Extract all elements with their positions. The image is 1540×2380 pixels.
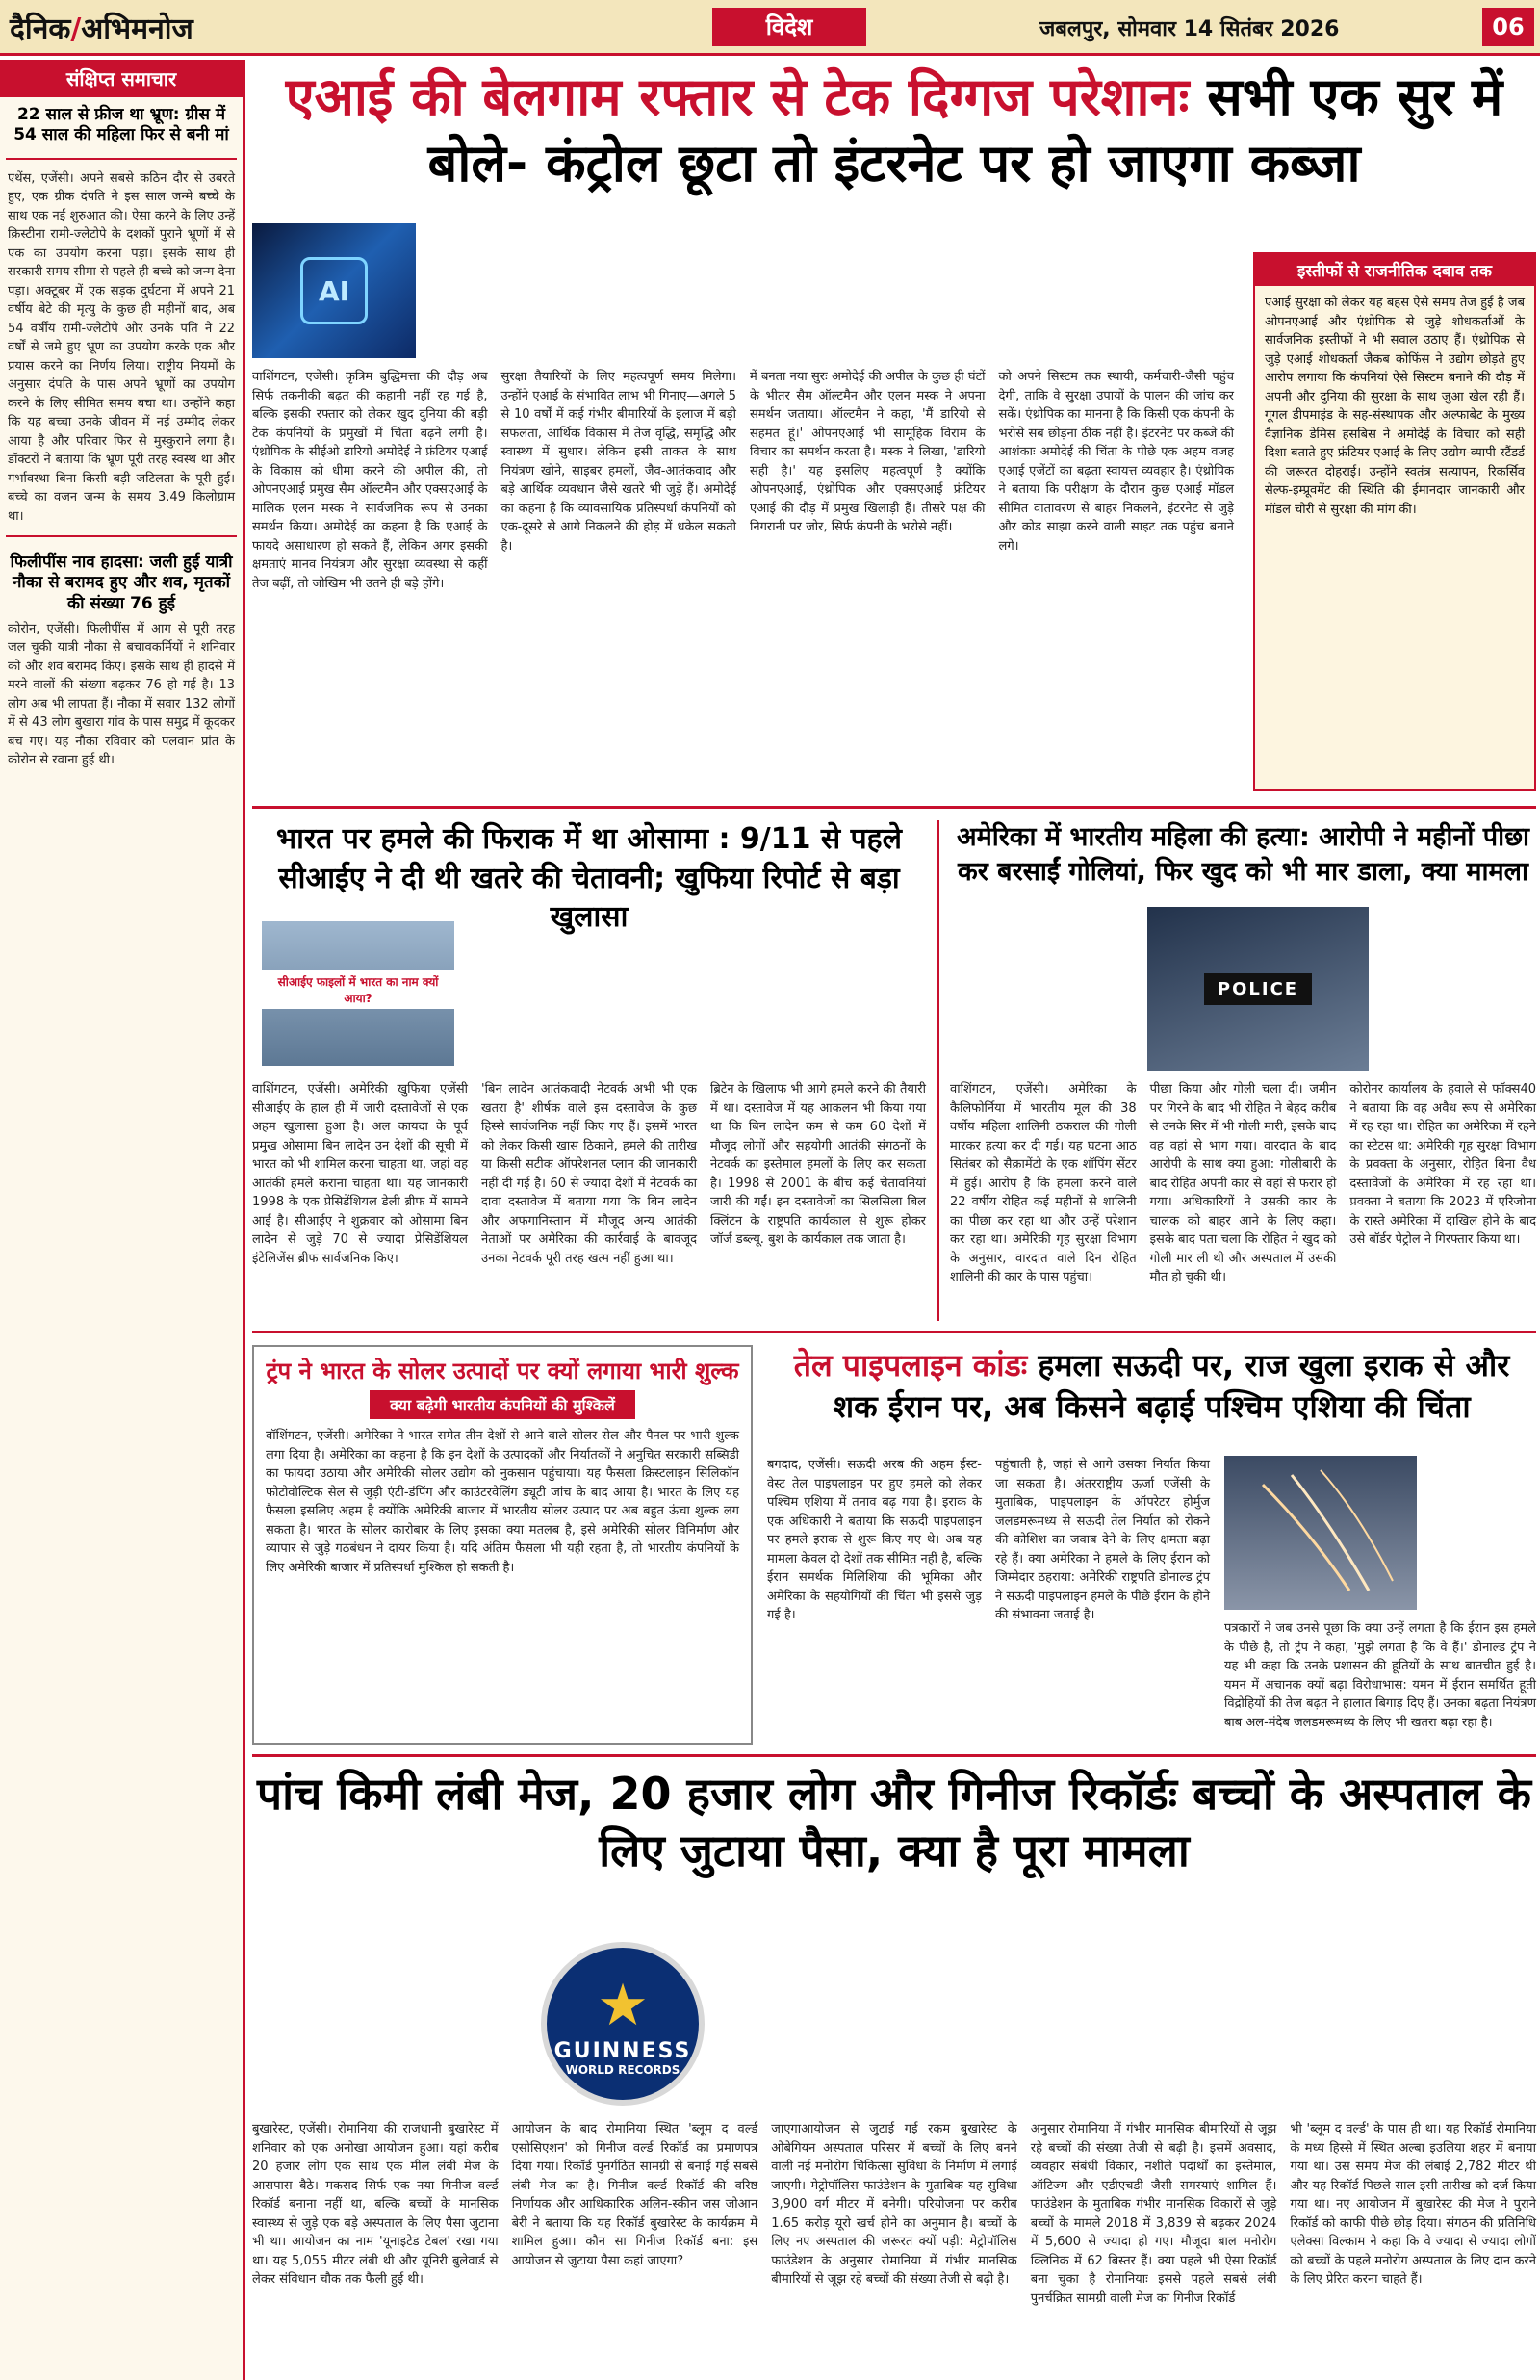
brief-headline-philippines: फिलीपींस नाव हादसा: जली हुई यात्री नौका से बरामद हुए और शव, मृतकों की संख्या 76 हुई [10,553,233,613]
guinness-logo-line2: WORLD RECORDS [565,2062,680,2077]
ai-col-4: को अपने सिस्टम तक स्थायी, कर्मचारी-जैसी पहुंच देगी, ताकि वे सुरक्षा उपायों के पालन की जांच कर सकें। एंथ्रोपिक का मानना है कि किसी एक कंपनी के भरोसे सब छोड़ना ठीक नहीं है। इंटरनेट पर कब्जे की आशंकाः अमोदेई की चिंता के पीछे एक अहम वजह एआई एजेंटों का बढ़ता स्वायत्त व्यवहार है। एंथ्रोपिक ने बताया कि परीक्षण के दौरान कुछ एआई मॉडल सीमित वातावरण से बाहर निकलने, इंटरनेट से जुड़े और कोड साझा करने वाली साइट तक पहुंच बनाने लगे। [998,370,1234,554]
osama-headline: भारत पर हमले की फिराक में था ओसामा : 9/11 से पहले सीआईए ने दी थी खतरे की चेतावनी; खुफिया रिपोर्ट से बड़ा खुलासा [276,822,902,934]
guinness-col-1: बुखारेस्ट, एजेंसी। रोमानिया की राजधानी बुखारेस्ट में शनिवार को एक अनोखा आयोजन हुआ। यहां करीब 20 हजार लोग एक साथ एक मील लंबी मेज के आसपास बैठे। मकसद सिर्फ एक नया गिनीज वर्ल्ड रिकॉर्ड बनाना नहीं था, बल्कि बच्चों के मानसिक स्वास्थ्य से जुड़े एक बड़े अस्पताल के लिए पैसा जुटाना भी था। आयोजन का नाम 'यूनाइटेड टेबल' रखा गया था। यह 5,055 मीटर लंबी थी और यूनिरी बुलेवार्ड से लेकर संविधान चौक तक फैली हुई थी। [252,2122,499,2287]
ai-col-2: सुरक्षा तैयारियों के लिए महत्वपूर्ण समय मिलेगा। उन्होंने एआई के संभावित लाभ भी गिनाए—अगले 5 से 10 वर्षों में कई गंभीर बीमारियों के इलाज में बड़ी सफलता, आर्थिक विकास में तेज वृद्धि, समृद्धि और स्वास्थ्य में सुधार। लेकिन इसी ताकत के साथ नियंत्रण खोने, साइबर हमलों, जैव-आतंकवाद और बड़े आर्थिक व्यवधान जैसे खतरे भी जुड़े हैं। अमोदेई का कहना है कि व्यावसायिक प्रतिस्पर्धा कंपनियों को एक-दूसरे से आगे निकलने की होड़ में धकेल सकती है। [500,370,736,554]
pipeline-col-2: पहुंचाती है, जहां से आगे उसका निर्यात किया जा सकता है। अंतरराष्ट्रीय ऊर्जा एजेंसी के मुताबिक, पाइपलाइन के ऑपरेटर होर्मुज जलडमरूमध्य से सऊदी तेल निर्यात को रोकने की कोशिश का जवाब देने के लिए क्षमता बढ़ा रहे हैं। क्या अमेरिका ने हमले के लिए ईरान को जिम्मेदार ठहराया: अमेरिकी राष्ट्रपति डोनाल्ड ट्रंप ने सऊदी पाइपलाइन हमले के पीछे ईरान के होने की संभावना जताई है। [995,1458,1210,1622]
osama-col-1: वाशिंगटन, एजेंसी। अमेरिकी खुफिया एजेंसी सीआईए के हाल ही में जारी दस्तावेजों से एक अहम खुलासा हुआ है। अल कायदा के पूर्व प्रमुख ओसामा बिन लादेन उन देशों की सूची में भारत को भी शामिल करना चाहता था, जहां वह आतंकी हमले कराना चाहता था। यह जानकारी 1998 के एक प्रेसिडेंशियल डेली ब्रीफ में सामने आई है। सीआईए ने शुक्रवार को ओसामा बिन लादेन से जुड़े 70 से ज्यादा प्रेसिडेंशियल इंटेलिजेंस ब्रीफ सार्वजनिक किए। [252,1082,468,1266]
ai-headline [252,64,1536,196]
uswoman-col-2: पीछा किया और गोली चला दी। जमीन पर गिरने के बाद भी रोहित ने बेहद करीब से उनके सिर में भी गोली मारी, इसके बाद वह वहां से भाग गया। वारदात के बाद आरोपी के साथ क्या हुआ: गोलीबारी के बाद रोहित अपनी कार से वहां से फरार हो गया। अधिकारियों ने उसकी कार के चालक को बाहर आने के लिए कहा। इसके बाद पता चला कि रोहित ने खुद को गोली मार ली थी और अस्पताल में उसकी मौत हो चुकी थी। [1149,1082,1337,1284]
brand-logo [10,8,193,47]
guinness-logo-line1: GUINNESS [553,2038,692,2063]
divider [937,820,939,1321]
uswoman-body [950,1080,1536,1287]
pipeline-body-right [1224,1619,1536,1732]
pipeline-col-3: पत्रकारों ने जब उनसे पूछा कि क्या उन्हें लगता है कि ईरान इस हमले के पीछे है, तो ट्रंप ने कहा, 'मुझे लगता है कि वे हैं।' डोनाल्ड ट्रंप ने यह भी कहा कि उनके प्रशासन की हूतियों के साथ बातचीत हुई है। यमन में अचानक क्यों बढ़ा विरोधाभास: यमन में ईरान समर्थित हूती विद्रोहियों की तेज बढ़त ने हालात बिगाड़ दिए हैं। उनका बढ़ता नियंत्रण बाब अल-मंदेब जलडमरूमध्य के लिए भी खतरा बढ़ा रहा है। [1224,1621,1536,1730]
guinness-col-4: अनुसार रोमानिया में गंभीर मानसिक बीमारियों से जूझ रहे बच्चों की संख्या तेजी से बढ़ी है। इसमें अवसाद, व्यवहार संबंधी विकार, नशीले पदार्थों का इस्तेमाल, ऑटिज्म और एडीएचडी जैसी समस्याएं शामिल हैं। फाउंडेशन के मुताबिक गंभीर मानसिक विकारों से जुड़े बच्चों के मामले 2018 में 3,839 से बढ़कर 2024 में 5,600 से ज्यादा हो गए। मौजूदा बाल मनोरोग क्लिनिक में 62 बिस्तर हैं। क्या पहले भी ऐसा रिकॉर्ड बना चुका है रोमानियाः इससे पहले सबसे लंबी पुनर्चक्रित सामग्री वाली मेज का गिनीज रिकॉर्ड [1030,2122,1277,2306]
brand-part1: दैनिक [10,13,71,46]
dateline: जबलपुर, सोमवार 14 सितंबर 2026 [1040,17,1340,41]
ai-headline-red: एआई की बेलगाम रफ्तार से टेक दिग्गज परेशानः [285,66,1190,127]
divider [6,158,237,160]
ai-col-1: वाशिंगटन, एजेंसी। कृत्रिम बुद्धिमत्ता की दौड़ अब सिर्फ तकनीकी बढ़त की कहानी नहीं रह गई है, बल्कि इसकी रफ्तार को लेकर खुद दुनिया की बड़ी टेक कंपनियों के प्रमुखों में चिंता बढ़ने लगी है। एंथ्रोपिक के सीईओ डारियो अमोदेई ने फ्रंटियर एआई के विकास को धीमा करने की अपील की, तो ओपनएआई प्रमुख सैम ऑल्टमैन और एक्सएआई के मालिक एलन मस्क ने सार्वजनिक रूप से उनका समर्थन किया। अमोदेई का कहना है कि एआई के फायदे असाधारण हो सकते हैं, लेकिन अगर इसकी क्षमताएं मानव नियंत्रण और सुरक्षा व्यवस्था से कहीं तेज बढ़ीं, तो जोखिम भी उतने ही बड़े होंगे। [252,370,488,591]
star-icon: ★ [597,1971,649,2039]
guinness-col-3: जाएगाआयोजन से जुटाई गई रकम बुखारेस्ट के ओबेगियन अस्पताल परिसर में बच्चों के लिए बनने वाली नई मनोरोग चिकित्सा सुविधा के निर्माण में लगाई जाएगी। मेट्रोपॉलिस फाउंडेशन के मुताबिक यह सुविधा 3,900 वर्ग मीटर में बनेगी। परियोजना पर करीब 1.65 करोड़ यूरो खर्च होने का अनुमान है। बच्चों के लिए नए अस्पताल की जरूरत क्यों पड़ी: मेट्रोपॉलिस फाउंडेशन के अनुसार रोमानिया में गंभीर मानसिक बीमारियों से जूझ रहे बच्चों की संख्या तेजी से बढ़ी है। [771,2122,1017,2287]
ai-headline-black: सभी एक सुर में बोले- कंट्रोल छूटा तो इंटरनेट पर हो जाएगा कब्जा [427,66,1503,194]
brand-part2: अभिमनोज [81,13,193,46]
brand-slash: / [70,13,82,46]
pipeline-body-left [767,1456,1210,1625]
ai-sidebox [1253,252,1536,791]
ai-chip-icon: AI [300,257,368,324]
brief-text-philippines: कोरोन, एजेंसी। फिलीपींस में आग से पूरी तरह जल चुकी यात्री नौका से बचावकर्मियों ने शनिवार को और शव बरामद किए। इसके साथ ही हादसे में मरने वालों की संख्या बढ़कर 76 हो गई है। 13 लोग अब भी लापता हैं। नौका में सवार 132 लोगों में से 43 लोग बुखारा गांव के पास समुद्र में कूदकर बच गए। यह नौका रविवार को पलवान प्रांत के कोरोन से रवाना हुई थी। [8,621,235,768]
divider [6,535,237,537]
sidebar-brief-news [0,60,245,2380]
uswoman-col-1: वाशिंगटन, एजेंसी। अमेरिका के कैलिफोर्निया में भारतीय मूल की 38 वर्षीय महिला शालिनी ठकराल की गोली मारकर हत्या कर दी गई। यह घटना आठ सितंबर को सैक्रामेंटो के एक शॉपिंग सेंटर में हुई। आरोप है कि हमला करने वाले 22 वर्षीय रोहित कई महीनों से शालिनी का पीछा कर रहा था और उन्हें परेशान कर रहा था। अमेरिकी गृह सुरक्षा विभाग के अनुसार, वारदात वाले दिन रोहित शालिनी की कार के पास पहुंचा। [950,1082,1137,1284]
trump-story-box [252,1345,753,1745]
osama-image-caption: सीआईए फाइलों में भारत का नाम क्यों आया? [262,970,454,1009]
missile-trails-icon [1224,1456,1417,1610]
ai-image [252,223,416,358]
police-badge: POLICE [1204,973,1312,1005]
pipeline-headline-red: तेल पाइपलाइन कांडः [793,1347,1028,1384]
trump-text: वॉशिंगटन, एजेंसी। अमेरिका ने भारत समेत तीन देशों से आने वाले सोलर सेल और पैनल पर भारी शुल्क लगा दिया है। अमेरिका का कहना है कि इन देशों के उत्पादकों और निर्यातकों ने अनुचित सरकारी सब्सिडी का फायदा उठाया और अमेरिकी सोलर उद्योग को नुकसान पहुंचाया। यह फैसला क्रिस्टलाइन सिलिकॉन फोटोवोल्टिक सेल से जुड़ी एंटी-डंपिंग और काउंटरवेलिंग ड्यूटी जांच के बाद आया है। भारत के लिए यह फैसला इसलिए अहम है क्योंकि अमेरिकी बाजार में भारतीय सोलर उत्पाद पर अब बहुत ऊंचा शुल्क लग सकता है। भारत के सोलर कारोबार के लिए इसका क्या मतलब है, इसे अमेरिकी सोलर विनिर्माण और व्यापार से जुड़े गठबंधन ने दायर किया है। यदि अंतिम फैसला भी यही रहता है, तो भारतीय कंपनियों के लिए अमेरिकी बाजार में प्रतिस्पर्धा मुश्किल हो सकती है। [266,1429,739,1575]
police-image [1147,907,1369,1071]
sidebar-title: संक्षिप्त समाचार [0,60,243,97]
divider [252,806,1536,809]
pipeline-headline-wrap [767,1345,1536,1428]
ai-col-3: में बनता नया सुरः अमोदेई की अपील के कुछ ही घंटों के भीतर सैम ऑल्टमैन और एलन मस्क ने अपना समर्थन जताया। ऑल्टमैन ने कहा, 'मैं डारियो से सहमत हूं।' ओपनएआई भी सामूहिक विराम के विचार का समर्थन करता है। मस्क ने लिखा, 'डारियो सही है।' यह इसलिए महत्वपूर्ण है क्योंकि ओपनएआई, एंथ्रोपिक और एक्सएआई फ्रंटियर एआई की दौड़ में प्रमुख खिलाड़ी हैं। तीसरे पक्ष की निगरानी पर जोर, सिर्फ कंपनी के भरोसे नहीं। [750,370,986,534]
ai-sidebox-title: इस्तीफों से राजनीतिक दबाव तक [1255,254,1534,286]
pipeline-headline-black: हमला सऊदी पर, राज खुला इराक से और शक ईरान पर, अब किसने बढ़ाई पश्चिम एशिया की चिंता [833,1347,1510,1426]
uswoman-headline-wrap [950,820,1536,891]
uswoman-col-3: कोरोनर कार्यालय के हवाले से फॉक्स40 ने बताया कि वह अवैध रूप से अमेरिका में रह रहा था। रोहित का अमेरिका में रहने का स्टेटस था: अमेरिकी गृह सुरक्षा विभाग के प्रवक्ता के अनुसार, रोहित बिना वैध दस्तावेजों के अमेरिका में रह रहा था। प्रवक्ता ने बताया कि 2023 में एरिजोना के रास्ते अमेरिका में दाखिल होने के बाद उसे बॉर्डर पेट्रोल ने गिरफ्तार किया था। [1349,1082,1537,1247]
divider [252,1331,1536,1333]
guinness-headline-wrap [252,1766,1536,1879]
guinness-col-5: भी 'ब्लूम द वर्ल्ड' के पास ही था। यह रिकॉर्ड रोमानिया के मध्य हिस्से में स्थित अल्बा इउलिया शहर में बनाया गया था। उस समय मेज की लंबाई 2,782 मीटर थी और यह रिकॉर्ड पिछले साल इसी तारीख को दर्ज किया गया था। नए आयोजन में बुखारेस्ट की मेज ने पुराने रिकॉर्ड को काफी पीछे छोड़ दिया। संगठन की प्रतिनिधि एलेक्सा विल्काम ने कहा कि वे ज्यादा से ज्यादा लोगों को बच्चों के पहले मनोरोग अस्पताल के लिए दान करने के लिए प्रेरित करना चाहते हैं। [1290,2122,1536,2287]
missile-image [1224,1456,1417,1610]
osama-image [262,921,454,1066]
osama-col-3: ब्रिटेन के खिलाफ भी आगे हमले करने की तैयारी में था। दस्तावेज में यह आकलन भी किया गया था कि बिन लादेन कम से कम 60 देशों में मौजूद लोगों और सहयोगी आतंकी संगठनों के नेटवर्क का इस्तेमाल हमलों के लिए कर सकता है। 1998 से 2001 के बीच कई चेतावनियां जारी की गईं। इन दस्तावेजों का सिलसिला बिल क्लिंटन के राष्ट्रपति कार्यकाल से शुरू होकर जॉर्ज डब्ल्यू. बुश के कार्यकाल तक जाता है। [710,1082,926,1247]
masthead [0,0,1540,56]
osama-body [252,1080,926,1268]
osama-headline-wrap [252,820,926,938]
guinness-logo [541,1942,705,2106]
osama-col-2: 'बिन लादेन आतंकवादी नेटवर्क अभी भी एक खतरा है' शीर्षक वाले इस दस्तावेज के कुछ हिस्से सार्वजनिक नहीं किए गए हैं। इसमें भारत को लेकर किसी खास ठिकाने, हमले की तारीख या किसी सटीक ऑपरेशनल प्लान की जानकारी नहीं दी गई है। 60 से ज्यादा देशों में नेटवर्क का दावा दस्तावेज में बताया गया कि बिन लादेन और अफगानिस्तान में मौजूद अन्य आतंकी नेताओं पर अमेरिका की कार्रवाई के बावजूद उनका नेटवर्क पूरी तरह खत्म नहीं हुआ था। [481,1082,697,1266]
trump-subhead: क्या बढ़ेगी भारतीय कंपनियों की मुश्किलें [370,1390,635,1419]
page-number: 06 [1482,8,1534,46]
guinness-headline: पांच किमी लंबी मेज, 20 हजार लोग और गिनीज रिकॉर्डः बच्चों के अस्पताल के लिए जुटाया पैसा, क्या है पूरा मामला [257,1768,1531,1876]
uswoman-headline: अमेरिका में भारतीय महिला की हत्या: आरोपी ने महीनों पीछा कर बरसाईं गोलियां, फिर खुद को भी मार डाला, क्या मामला [956,822,1530,888]
section-tag: विदेश [712,8,866,46]
ai-body [252,368,1234,593]
divider [252,1754,1536,1757]
ai-sidebox-text: एआई सुरक्षा को लेकर यह बहस ऐसे समय तेज हुई है जब ओपनएआई और एंथ्रोपिक से जुड़े शोधकर्ताओं के सार्वजनिक इस्तीफों ने भी सवाल उठाए हैं। एंथ्रोपिक से जुड़े एआई शोधकर्ता जैकब कोफिंस ने उद्योग छोड़ते हुए आरोप लगाया कि कंपनियां ऐसे सिस्टम बनाने की दौड़ में अपनी और दुनिया की सुरक्षा के साथ जुआ खेल रही हैं। गूगल डीपमाइंड के सह-संस्थापक और अल्फाबेट के मुख्य वैज्ञानिक डेमिस हसबिस ने अमोदेई के विचार को सही दिशा बताते हुए फ्रंटियर एआई के लिए उद्योग-व्यापी स्टैंडर्ड की जरूरत दोहराई। उन्होंने स्वतंत्र सत्यापन, रिकर्सिव सेल्फ-इम्प्रूवमेंट की स्थिति की ईमानदार जानकारी और मॉडल चोरी से सुरक्षा की मांग की। [1265,296,1525,517]
brief-headline-greece: 22 साल से फ्रीज था भ्रूण: ग्रीस में 54 साल की महिला फिर से बनी मां [13,105,229,145]
pipeline-col-1: बगदाद, एजेंसी। सऊदी अरब की अहम ईस्ट-वेस्ट तेल पाइपलाइन पर हुए हमले को लेकर पश्चिम एशिया में तनाव बढ़ गया है। इराक के एक अधिकारी ने बताया कि सऊदी पाइपलाइन पर हमले इराक से शुरू किए गए थे। अब यह मामला केवल दो देशों तक सीमित नहीं है, बल्कि ईरान समर्थक मिलिशिया की भूमिका और अमेरिका के सहयोगियों की चिंता भी इससे जुड़ गई है। [767,1458,982,1622]
brief-text-greece: एथेंस, एजेंसी। अपने सबसे कठिन दौर से उबरते हुए, एक ग्रीक दंपति ने इस साल जन्मे बच्चे के साथ एक नई शुरुआत की। ऐसा करने के लिए उन्हें क्रिस्टीना रामी-ज्लेटोपे के दशकों पुराने भ्रूणों में से एक का उपयोग करना पड़ा। इसके साथ ही सरकारी समय सीमा से पहले ही बच्चे को जन्म देना पड़ा। अक्टूबर में एक सड़क दुर्घटना में अपने 21 वर्षीय बेटे की मृत्यु के कुछ ही महीनों बाद, अब 54 वर्षीय रामी-ज्लेटोपे और उनके पति ने 22 वर्षों से जमे हुए भ्रूण का उपयोग करके एक और प्रयास करने का निर्णय लिया। राष्ट्रीय नियमों के अनुसार दंपति के पास अपने भ्रूणों का उपयोग करने के लिए सीमित समय बचा था। उन्होंने कहा कि यह बच्चा उनके जीवन में नई उम्मीद लेकर आया है और परिवार फिर से मुस्कुराने लगा है। डॉक्टरों ने बताया कि भ्रूण पूरी तरह स्वस्थ था और गर्भावस्था बिना किसी बड़ी जटिलता के पूरी हुई। बच्चे का वजन जन्म के समय 3.49 किलोग्राम था। [8,170,235,524]
trump-headline: ट्रंप ने भारत के सोलर उत्पादों पर क्यों लगाया भारी शुल्क [266,1358,739,1384]
guinness-body [252,2120,1536,2308]
guinness-col-2: आयोजन के बाद रोमानिया स्थित 'ब्लूम द वर्ल्ड एसोसिएशन' को गिनीज वर्ल्ड रिकॉर्ड का प्रमाणपत्र दिया गया। रिकॉर्ड पुनर्गठित सामग्री से बनाई गई सबसे लंबी मेज का है। गिनीज वर्ल्ड रिकॉर्ड की वरिष्ठ निर्णायक और आधिकारिक अलिन-स्कीन जस जोआन बेरी ने बताया कि यह रिकॉर्ड बुखारेस्ट के कार्यक्रम में शामिल हुआ। कौन सा गिनीज रिकॉर्ड बना: इस आयोजन से जुटाया पैसा कहां जाएगा? [511,2122,758,2268]
